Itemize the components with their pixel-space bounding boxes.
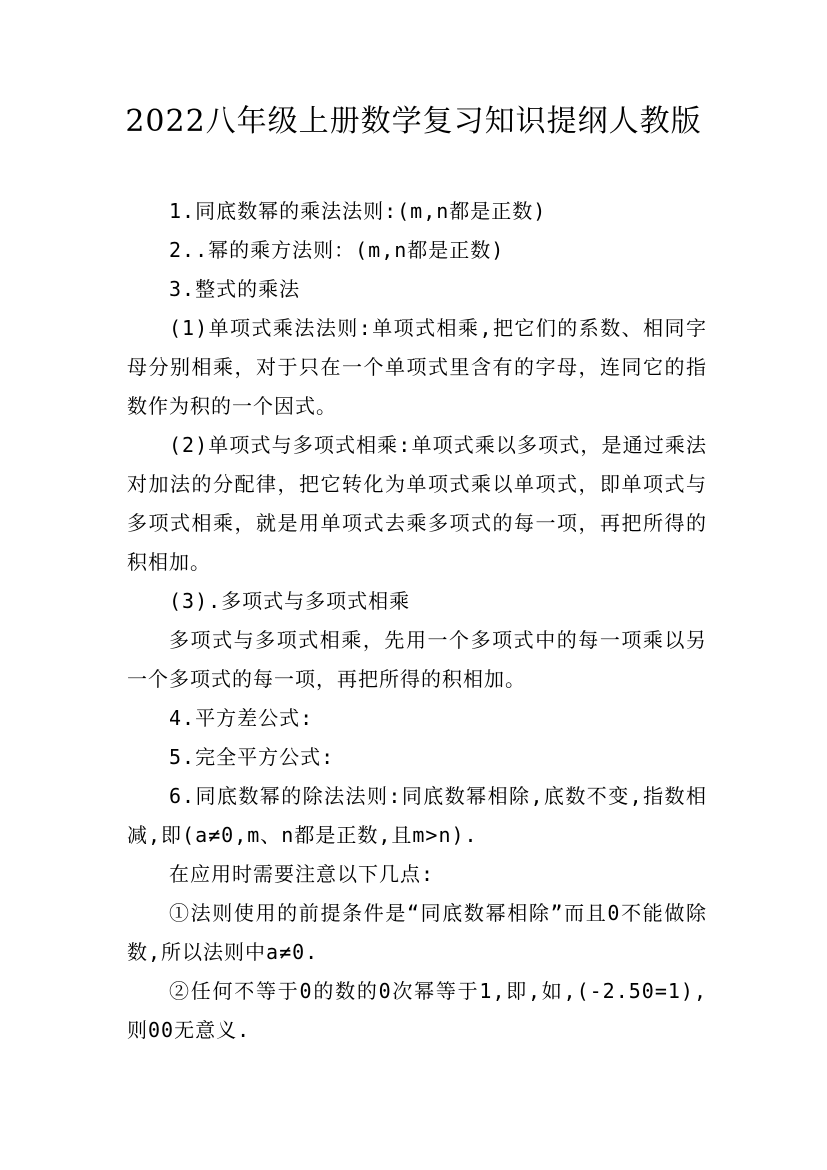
document-body [127,192,707,1050]
paragraph-10: 6.同底数幂的除法法则:同底数幂相除,底数不变,指数相减,即(a≠0,m、n都是正数,且m>n). [127,784,707,847]
paragraph-3: 3.整式的乘法 [169,277,301,301]
paragraph-7: 多项式与多项式相乘，先用一个多项式中的每一项乘以另一个多项式的每一项，再把所得的积相加。 [127,628,707,691]
document-title: 2022八年级上册数学复习知识提纲人教版 [125,104,702,139]
paragraph-4: (1)单项式乘法法则:单项式相乘,把它们的系数、相同字母分别相乘，对于只在一个单项式里含有的字母，连同它的指数作为积的一个因式。 [127,316,707,418]
paragraph-2: 2..幂的乘方法则：(m,n都是正数) [169,238,505,262]
paragraph-6: (3).多项式与多项式相乘 [169,589,411,613]
paragraph-12: ①法则使用的前提条件是“同底数幂相除”而且0不能做除数,所以法则中a≠0. [127,901,707,964]
paragraph-9: 5.完全平方公式: [169,745,335,769]
paragraph-11: 在应用时需要注意以下几点: [169,862,435,886]
paragraph-8: 4.平方差公式: [169,706,314,730]
paragraph-13: ②任何不等于0的数的0次幂等于1,即,如,(-2.50=1),则00无意义. [127,979,707,1042]
paragraph-1: 1.同底数幂的乘法法则:(m,n都是正数) [169,199,547,223]
paragraph-5: (2)单项式与多项式相乘:单项式乘以多项式，是通过乘法对加法的分配律，把它转化为单项式乘以单项式，即单项式与多项式相乘，就是用单项式去乘多项式的每一项，再把所得的积相加。 [127,433,707,574]
